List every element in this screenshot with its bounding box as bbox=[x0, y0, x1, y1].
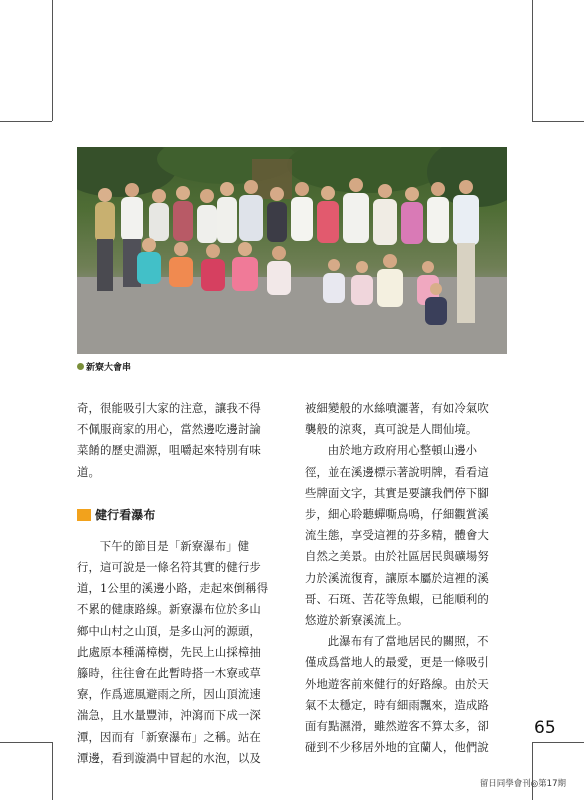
crop-mark bbox=[532, 742, 584, 743]
group-photo bbox=[77, 147, 507, 354]
crop-mark bbox=[0, 742, 52, 743]
text-line: 哥、石斑、苦花等魚蝦，已能順利的 bbox=[305, 591, 489, 606]
paragraph bbox=[305, 440, 511, 631]
text-line: 力於溪流復育，讓原本屬於這裡的溪 bbox=[305, 570, 489, 585]
text-line: 流生態，享受這裡的芬多精，體會大 bbox=[305, 528, 489, 543]
text-line: 下午的節目是「新寮瀑布」健 bbox=[99, 538, 250, 553]
text-line: 僅成爲當地人的最愛，更是一條吸引 bbox=[305, 655, 489, 670]
text-line: 此處原本種滿樟樹，先民上山採樟抽 bbox=[77, 644, 261, 659]
text-line: 潭邊，看到漩渦中冒起的水泡，以及 bbox=[77, 750, 261, 765]
bullet-icon bbox=[77, 363, 84, 370]
photo-caption-text: 新寮大會串 bbox=[86, 363, 132, 373]
text-line: 道。 bbox=[77, 464, 100, 479]
left-column bbox=[77, 398, 283, 769]
text-line: 此瀑布有了當地居民的關照，不 bbox=[327, 634, 489, 649]
text-line: 道，1公里的溪邊小路，走起來倒稱得 bbox=[77, 581, 269, 596]
crop-mark bbox=[532, 121, 584, 122]
text-line: 氣不太穩定，時有細雨飄來，造成路 bbox=[305, 697, 489, 712]
crop-mark bbox=[532, 0, 533, 121]
page-number: 65 bbox=[534, 718, 556, 738]
section-heading bbox=[77, 505, 283, 526]
text-line: 自然之美景。由於社區居民與礦場努 bbox=[305, 549, 489, 564]
text-line: 被細變般的水絲噴灑著，有如冷氣吹 bbox=[305, 401, 489, 415]
crop-mark bbox=[52, 0, 53, 121]
text-line: 湍急，且水量豐沛，沖瀉而下成一深 bbox=[77, 708, 261, 723]
text-line: 由於地方政府用心整頓山邊小 bbox=[327, 443, 478, 458]
text-line: 悠遊於新寮溪流上。 bbox=[305, 613, 409, 628]
body-paragraph bbox=[77, 536, 283, 769]
crop-mark bbox=[532, 742, 533, 800]
text-line: 面有點濕滑，雖然遊客不算太多，卻 bbox=[305, 719, 489, 734]
text-line: 些牌面文字，其實是要讓我們停下腳 bbox=[305, 485, 489, 500]
crop-mark bbox=[52, 742, 53, 800]
text-line: 不佩服商家的用心，當然邊吃邊討論 bbox=[77, 422, 261, 437]
crop-mark bbox=[0, 121, 52, 122]
text-line: 襲般的涼爽，真可說是人間仙境。 bbox=[305, 422, 478, 437]
text-line: 奇，很能吸引大家的注意，讓我不得 bbox=[77, 401, 261, 415]
text-line: 步，細心聆聽蟬嘶鳥鳴，仔細觀賞溪 bbox=[305, 507, 489, 522]
intro-paragraph bbox=[77, 398, 283, 483]
right-column bbox=[305, 398, 511, 758]
running-footer: 留日同學會刊◎第17期 bbox=[479, 779, 566, 789]
text-line: 行，這可說是一條名符其實的健行步 bbox=[77, 560, 261, 575]
photo-caption bbox=[77, 360, 131, 373]
text-line: 潭，因而有「新寮瀑布」之稱。站在 bbox=[77, 729, 261, 744]
text-line: 鄉中山村之山頂，是多山河的源頭， bbox=[77, 623, 261, 638]
heading-square-icon bbox=[77, 509, 91, 521]
paragraph bbox=[305, 631, 511, 758]
text-line: 碰到不少移居外地的宜蘭人，他們說 bbox=[305, 740, 489, 755]
text-line: 菜餚的歷史淵源，咀嚼起來特別有味 bbox=[77, 443, 261, 458]
text-line: 不累的健康路線。新寮瀑布位於多山 bbox=[77, 602, 261, 617]
text-line: 寮，作爲遮風避雨之所，因山頂流速 bbox=[77, 687, 261, 702]
section-heading-text: 健行看瀑布 bbox=[95, 507, 156, 522]
text-line: 籐時，往往會在此暫時搭一木寮或草 bbox=[77, 666, 261, 681]
text-line: 徑，並在溪邊標示著說明牌，看看這 bbox=[305, 464, 489, 479]
text-line: 外地遊客前來健行的好路線。由於天 bbox=[305, 676, 489, 691]
paragraph bbox=[305, 398, 511, 440]
group-photo-illustration bbox=[77, 147, 507, 354]
